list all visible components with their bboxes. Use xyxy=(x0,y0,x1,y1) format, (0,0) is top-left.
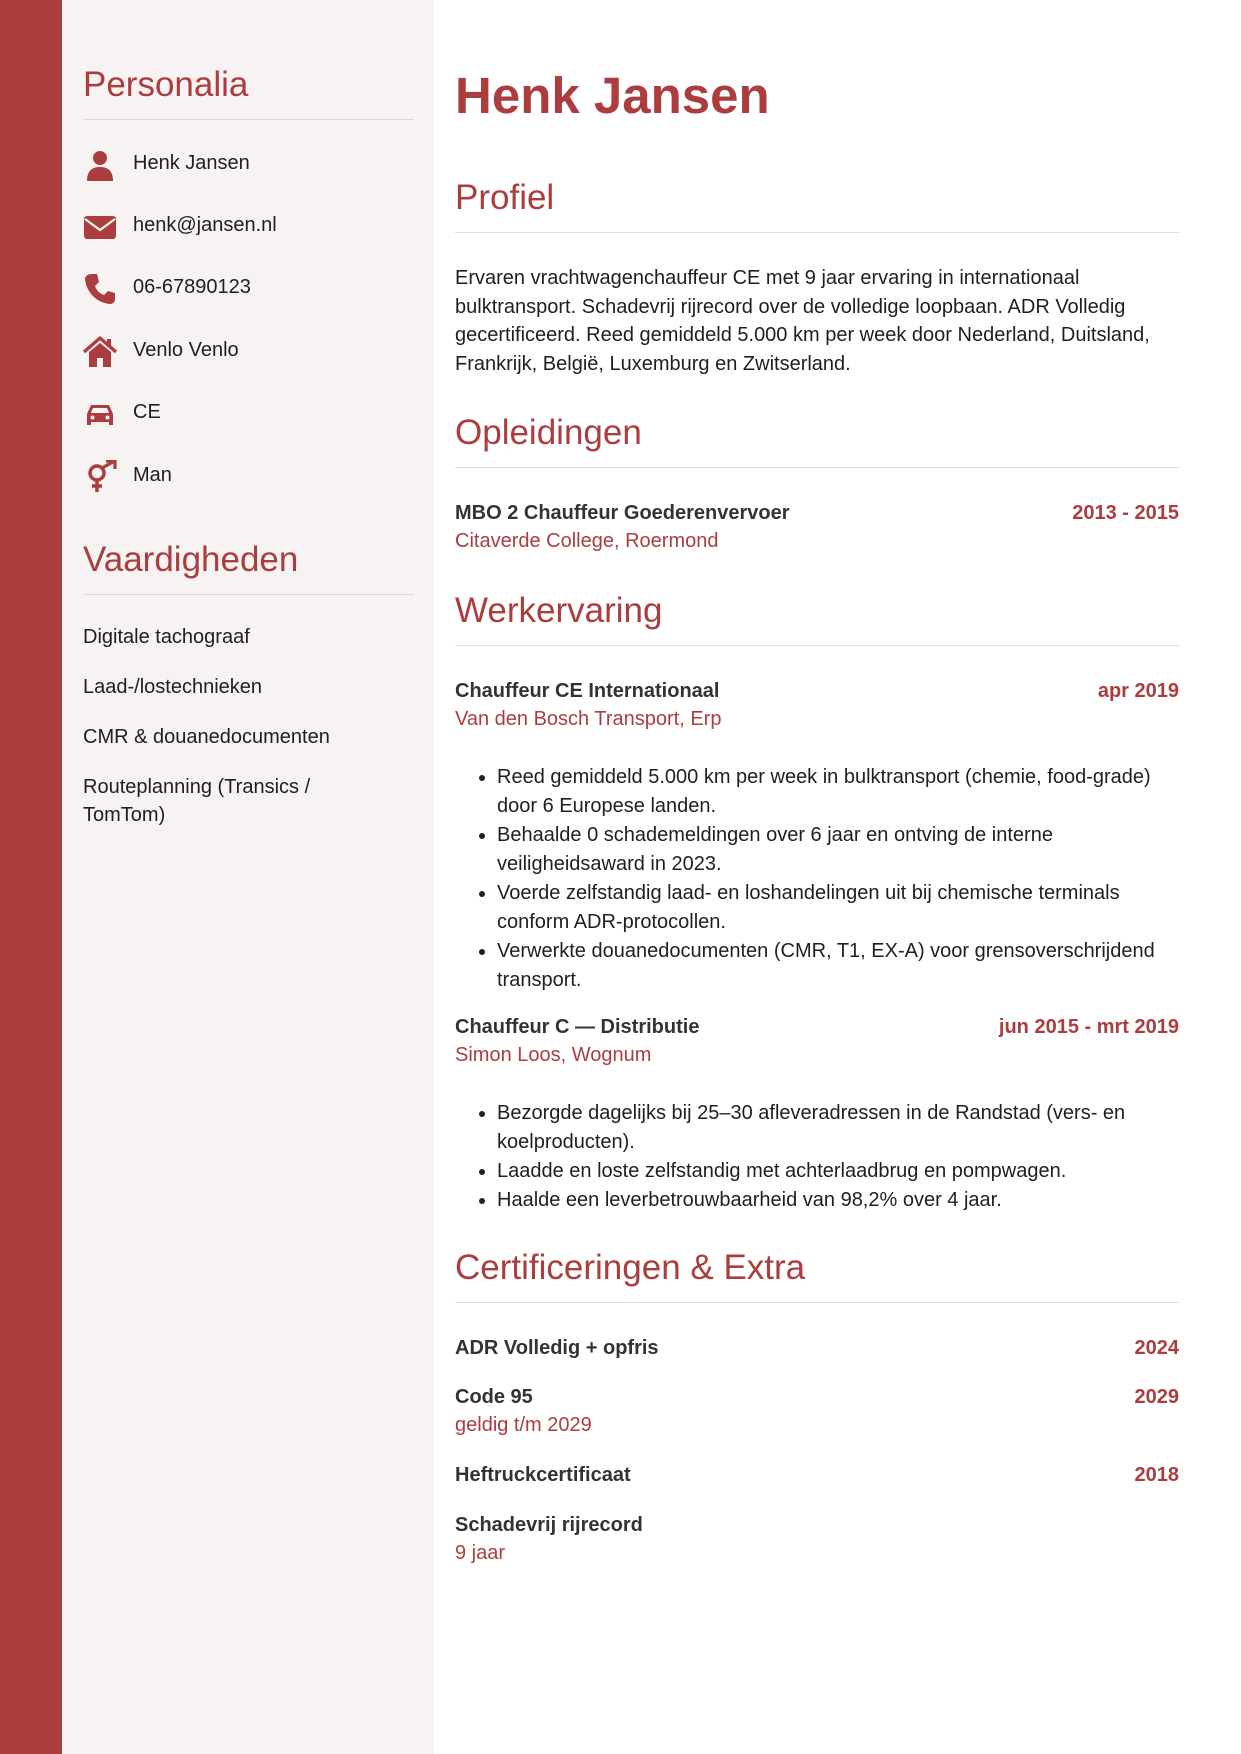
divider xyxy=(455,1302,1179,1303)
entry-date: 2024 xyxy=(1134,1337,1179,1359)
candidate-name: Henk Jansen xyxy=(455,67,770,124)
entry-date: apr 2019 xyxy=(1097,680,1179,702)
work-entry xyxy=(455,677,1179,733)
personal-name-text: Henk Jansen xyxy=(133,152,250,174)
entry-title: MBO 2 Chauffeur Goederenvervoer xyxy=(455,502,790,524)
divider xyxy=(455,645,1179,646)
education-heading: Opleidingen xyxy=(455,413,642,452)
car-icon xyxy=(83,397,117,431)
bullet-item: • Reed gemiddeld 5.000 km per week in bulktransport (chemie, food-grade) door 6 Europese landen. xyxy=(497,763,1179,821)
personal-email-text: henk@jansen.nl xyxy=(133,214,277,236)
personal-item-license xyxy=(83,395,414,431)
personal-item-phone xyxy=(83,270,414,306)
divider xyxy=(83,119,414,120)
profile-heading: Profiel xyxy=(455,178,555,217)
divider xyxy=(455,467,1179,468)
bullet-item: • Haalde een leverbetrouwbaarheid van 98,2% over 4 jaar. xyxy=(497,1186,1179,1215)
entry-date: 2013 - 2015 xyxy=(1072,502,1179,524)
entry-note: geldig t/m 2029 xyxy=(455,1414,592,1436)
entry-title: Code 95 xyxy=(455,1386,533,1408)
entry-employer: Simon Loos, Wognum xyxy=(455,1044,652,1066)
entry-title: Schadevrij rijrecord xyxy=(455,1514,643,1536)
gender-icon xyxy=(83,460,117,494)
work-heading: Werkervaring xyxy=(455,591,663,630)
personal-gender-text: Man xyxy=(133,464,172,486)
certifications-heading: Certificeringen & Extra xyxy=(455,1248,806,1287)
entry-title: Heftruckcertificaat xyxy=(455,1464,631,1486)
profile-text: Ervaren vrachtwagenchauffeur CE met 9 jaar ervaring in internationaal bulktransport. Schadevrij rijrecord over de volledige loopbaan. ADR Volledig gecertificeerd. Reed gemiddeld 5.000 km per week door Nederland, Duitsland, Frankrijk, België, Luxemburg en Zwitserland. xyxy=(455,267,1150,375)
entry-title: Chauffeur C — Distributie xyxy=(455,1016,700,1038)
skills-list xyxy=(83,623,383,851)
envelope-icon xyxy=(83,210,117,244)
accent-stripe xyxy=(0,0,62,1754)
entry-title: Chauffeur CE Internationaal xyxy=(455,680,720,702)
entry-note: 9 jaar xyxy=(455,1542,506,1564)
entry-employer: Van den Bosch Transport, Erp xyxy=(455,708,722,730)
personal-item-name xyxy=(83,146,414,182)
divider xyxy=(455,232,1179,233)
skill-item: Digitale tachograaf xyxy=(83,626,250,648)
entry-date: jun 2015 - mrt 2019 xyxy=(998,1016,1179,1038)
phone-icon xyxy=(83,272,117,306)
sidebar xyxy=(62,0,434,1754)
bullet-item: • Laadde en loste zelfstandig met achterlaadbrug en pompwagen. xyxy=(497,1157,1179,1186)
divider xyxy=(83,594,414,595)
cert-entry xyxy=(455,1383,1179,1439)
home-icon xyxy=(83,335,117,369)
work-bullets xyxy=(455,1099,1179,1215)
skills-heading: Vaardigheden xyxy=(83,540,299,579)
cert-entry xyxy=(455,1511,1179,1567)
personal-phone-text: 06-67890123 xyxy=(133,276,251,298)
entry-institution: Citaverde College, Roermond xyxy=(455,530,719,552)
bullet-item: • Verwerkte douanedocumenten (CMR, T1, EX-A) voor grensoverschrijdend transport. xyxy=(497,937,1179,995)
bullet-item: • Voerde zelfstandig laad- en loshandelingen uit bij chemische terminals conform ADR-protocollen. xyxy=(497,879,1179,937)
entry-date: 2029 xyxy=(1134,1386,1179,1408)
personal-license-text: CE xyxy=(133,401,161,423)
work-bullets xyxy=(455,763,1179,995)
personal-item-email xyxy=(83,208,414,244)
person-icon xyxy=(83,148,117,182)
personal-item-gender xyxy=(83,458,414,494)
skill-item: Laad-/lostechnieken xyxy=(83,676,263,698)
bullet-item: • Bezorgde dagelijks bij 25–30 afleveradressen in de Randstad (vers- en koelproducten). xyxy=(497,1099,1179,1157)
skill-item: CMR & douanedocumenten xyxy=(83,726,330,748)
personal-item-address xyxy=(83,333,414,369)
skill-item: Routeplanning (Transics / TomTom) xyxy=(83,776,311,826)
entry-date: 2018 xyxy=(1134,1464,1179,1486)
personal-address-text: Venlo Venlo xyxy=(133,339,239,361)
work-entry xyxy=(455,1013,1179,1069)
bullet-item: • Behaalde 0 schademeldingen over 6 jaar en ontving de interne veiligheidsaward in 2023. xyxy=(497,821,1179,879)
education-entry xyxy=(455,499,1179,555)
cert-entry xyxy=(455,1461,1179,1489)
cert-entry xyxy=(455,1334,1179,1362)
personal-heading: Personalia xyxy=(83,65,249,104)
entry-title: ADR Volledig + opfris xyxy=(455,1337,659,1359)
